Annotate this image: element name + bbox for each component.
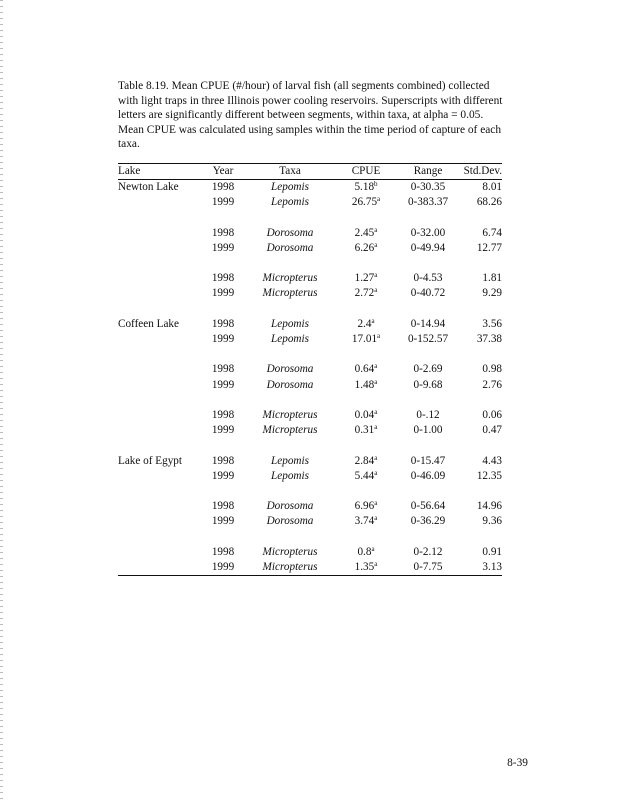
cell-lake-value: Lake of Egypt: [118, 454, 182, 467]
cell-taxa: [242, 423, 338, 438]
significance-superscript: a: [371, 316, 375, 325]
cell-cpue-value: 5.18: [354, 181, 375, 193]
table-header-row: [118, 164, 502, 180]
header-cpue: CPUE: [338, 164, 394, 180]
cell-std-dev: [462, 226, 502, 241]
cell-range-value: 0-2.12: [413, 545, 443, 558]
cell-std-dev: [462, 454, 502, 469]
cell-year: [204, 469, 242, 484]
significance-superscript: a: [374, 271, 378, 280]
cell-year: [204, 545, 242, 560]
significance-superscript: a: [374, 286, 378, 295]
cell-range-value: 0-49.94: [410, 241, 446, 254]
cell-cpue: [338, 226, 394, 241]
cell-year: [204, 408, 242, 423]
cell-std-dev-value: 12.35: [476, 469, 502, 482]
cell-cpue: [338, 545, 394, 560]
cell-year-value: 1999: [211, 560, 235, 573]
cell-std-dev: [462, 332, 502, 347]
cell-std-dev-value: 68.26: [476, 196, 502, 209]
cell-cpue: [338, 514, 394, 529]
cell-year-value: 1998: [211, 545, 235, 558]
cell-taxa: [242, 332, 338, 347]
cell-range-value: 0-1.00: [413, 424, 443, 437]
significance-superscript: a: [374, 377, 378, 386]
cell-std-dev-value: 37.38: [476, 332, 502, 345]
cell-taxa: [242, 286, 338, 301]
cell-year-value: 1998: [211, 272, 235, 285]
cell-std-dev: [462, 241, 502, 256]
table-row: [118, 362, 502, 377]
significance-superscript: a: [374, 225, 378, 234]
cell-taxa-value: Dorosoma: [266, 241, 314, 254]
cell-cpue: [338, 469, 394, 484]
cell-range: [394, 560, 462, 576]
table-caption: Table 8.19. Mean CPUE (#/hour) of larval fish (all segments combined) collected with light traps in three Illinois power cooling reservoirs. Superscripts with different letters are significantly different between segments, within taxa, at alpha = 0.05. Mean CPUE was calculated using samples within the time period of capture of each taxa.: [118, 80, 503, 151]
table-row: [118, 545, 502, 560]
cell-year: [204, 286, 242, 301]
cell-std-dev: [462, 286, 502, 301]
cell-taxa: [242, 408, 338, 423]
cell-range: [394, 317, 462, 332]
table-body: [118, 180, 502, 576]
cell-range-value: 0-4.53: [413, 272, 443, 285]
significance-superscript: b: [374, 180, 378, 188]
cell-lake: [118, 271, 204, 286]
spacer-row: [118, 347, 502, 362]
cell-range-value: 0-14.94: [410, 317, 446, 330]
cell-year: [204, 362, 242, 377]
cell-cpue-value: 26.75: [351, 196, 378, 209]
spacer-row: [118, 302, 502, 317]
cell-lake: [118, 362, 204, 377]
cell-taxa-value: Lepomis: [271, 317, 309, 330]
cell-year-value: 1999: [211, 287, 235, 300]
cell-year-value: 1999: [211, 469, 235, 482]
significance-superscript: a: [377, 331, 381, 340]
header-std-dev: Std.Dev.: [462, 164, 502, 180]
cell-year-value: 1998: [211, 226, 235, 239]
cell-taxa: [242, 545, 338, 560]
cell-std-dev: [462, 545, 502, 560]
cell-taxa-value: Lepomis: [271, 196, 309, 209]
cell-cpue: [338, 241, 394, 256]
cell-year-value: 1998: [211, 500, 235, 513]
cell-std-dev: [462, 423, 502, 438]
cell-cpue: [338, 499, 394, 514]
cell-range-value: 0-152.57: [407, 332, 449, 345]
table-row: [118, 271, 502, 286]
cell-taxa-value: Lepomis: [271, 332, 309, 345]
cell-taxa: [242, 180, 338, 196]
table-row: [118, 180, 502, 196]
cell-year-value: 1999: [211, 241, 235, 254]
cell-std-dev-value: 1.81: [482, 272, 502, 285]
cell-taxa: [242, 454, 338, 469]
cpue-table: [118, 163, 502, 576]
cell-taxa: [242, 271, 338, 286]
cell-range: [394, 423, 462, 438]
cell-range-value: 0-2.69: [413, 363, 443, 376]
cell-std-dev: [462, 408, 502, 423]
cell-taxa-value: Micropterus: [262, 287, 318, 300]
cell-std-dev-value: 8.01: [482, 181, 502, 193]
cell-range-value: 0-7.75: [413, 560, 443, 573]
cell-lake: [118, 469, 204, 484]
cell-std-dev: [462, 499, 502, 514]
cell-taxa-value: Dorosoma: [266, 363, 314, 376]
cell-lake: [118, 317, 204, 332]
table-row: [118, 423, 502, 438]
cell-taxa: [242, 514, 338, 529]
cell-cpue: [338, 195, 394, 210]
cell-range-value: 0-15.47: [410, 454, 446, 467]
binding-edge-dots: [0, 0, 3, 800]
cell-taxa-value: Dorosoma: [266, 515, 314, 528]
significance-superscript: a: [377, 195, 381, 204]
spacer-row: [118, 438, 502, 453]
cell-cpue-value: 0.31: [354, 424, 375, 437]
table-row: [118, 514, 502, 529]
cell-year: [204, 271, 242, 286]
cell-lake-value: Newton Lake: [118, 181, 179, 193]
cell-year-value: 1999: [211, 424, 235, 437]
cell-cpue-value: 2.4: [357, 317, 372, 330]
cell-lake: [118, 423, 204, 438]
table-row: [118, 317, 502, 332]
cell-cpue: [338, 180, 394, 196]
cell-std-dev-value: 0.91: [482, 545, 502, 558]
significance-superscript: a: [374, 499, 378, 508]
cell-std-dev: [462, 362, 502, 377]
cell-taxa-value: Micropterus: [262, 424, 318, 437]
cell-cpue: [338, 317, 394, 332]
table-row: [118, 408, 502, 423]
cell-range: [394, 514, 462, 529]
cell-year: [204, 226, 242, 241]
cell-std-dev-value: 3.13: [482, 560, 502, 573]
cell-range: [394, 454, 462, 469]
page-number: 8-39: [507, 757, 528, 769]
cell-cpue: [338, 560, 394, 576]
cell-lake: [118, 499, 204, 514]
cell-cpue: [338, 362, 394, 377]
cell-lake: [118, 560, 204, 576]
cell-cpue-value: 3.74: [354, 515, 375, 528]
cell-year: [204, 180, 242, 196]
cell-cpue-value: 0.64: [354, 363, 375, 376]
cell-year-value: 1998: [211, 181, 235, 193]
cell-range: [394, 271, 462, 286]
cell-lake: [118, 378, 204, 393]
cell-range: [394, 408, 462, 423]
cell-range: [394, 195, 462, 210]
cell-range: [394, 499, 462, 514]
cell-cpue: [338, 423, 394, 438]
cell-std-dev: [462, 180, 502, 196]
cell-taxa-value: Dorosoma: [266, 378, 314, 391]
cell-cpue-value: 1.27: [354, 272, 375, 285]
cell-cpue-value: 6.96: [354, 500, 375, 513]
cell-lake: [118, 195, 204, 210]
spacer-row: [118, 484, 502, 499]
cell-taxa: [242, 499, 338, 514]
cell-taxa: [242, 469, 338, 484]
cell-lake: [118, 514, 204, 529]
cell-range-value: 0-32.00: [410, 226, 446, 239]
cell-std-dev-value: 4.43: [482, 454, 502, 467]
cell-std-dev-value: 0.47: [482, 424, 502, 437]
table-row: [118, 454, 502, 469]
cell-range: [394, 286, 462, 301]
cell-year: [204, 499, 242, 514]
cell-lake: [118, 286, 204, 301]
spacer-row: [118, 256, 502, 271]
cell-range: [394, 469, 462, 484]
cell-lake-value: Coffeen Lake: [118, 317, 179, 330]
cell-year: [204, 423, 242, 438]
cell-taxa: [242, 195, 338, 210]
cell-cpue-value: 0.04: [354, 408, 375, 421]
cell-std-dev: [462, 560, 502, 576]
cell-range-value: 0-383.37: [407, 196, 449, 209]
table-row: [118, 241, 502, 256]
table-row: [118, 560, 502, 576]
cell-std-dev-value: 12.77: [476, 241, 502, 254]
cell-cpue: [338, 332, 394, 347]
cell-range: [394, 545, 462, 560]
significance-superscript: a: [374, 407, 378, 416]
cell-std-dev-value: 2.76: [482, 378, 502, 391]
significance-superscript: a: [374, 453, 378, 462]
cell-cpue: [338, 408, 394, 423]
cell-cpue: [338, 271, 394, 286]
table-row: [118, 226, 502, 241]
cell-std-dev-value: 0.98: [482, 363, 502, 376]
cell-cpue-value: 6.26: [354, 241, 375, 254]
cell-std-dev: [462, 378, 502, 393]
significance-superscript: a: [374, 362, 378, 371]
cell-year: [204, 332, 242, 347]
cell-std-dev-value: 9.29: [482, 287, 502, 300]
cell-taxa-value: Micropterus: [262, 545, 318, 558]
header-lake: Lake: [118, 164, 204, 180]
cell-lake: [118, 408, 204, 423]
cell-range-value: 0-56.64: [410, 500, 446, 513]
table-row: [118, 499, 502, 514]
cell-range: [394, 362, 462, 377]
cell-taxa-value: Dorosoma: [266, 226, 314, 239]
cell-year: [204, 195, 242, 210]
cell-std-dev-value: 14.96: [476, 500, 502, 513]
cell-taxa: [242, 317, 338, 332]
significance-superscript: a: [374, 468, 378, 477]
cell-year-value: 1999: [211, 332, 235, 345]
cell-year: [204, 560, 242, 576]
cell-taxa: [242, 362, 338, 377]
cell-year-value: 1999: [211, 378, 235, 391]
cell-year-value: 1998: [211, 317, 235, 330]
cell-range: [394, 332, 462, 347]
cell-cpue-value: 5.44: [354, 469, 375, 482]
significance-superscript: a: [374, 240, 378, 249]
cell-cpue-value: 1.35: [354, 560, 375, 573]
cell-taxa-value: Micropterus: [262, 408, 318, 421]
cell-std-dev: [462, 469, 502, 484]
cell-cpue-value: 2.84: [354, 454, 375, 467]
cell-year: [204, 241, 242, 256]
cell-range: [394, 241, 462, 256]
cell-lake: [118, 332, 204, 347]
cell-cpue-value: 17.01: [351, 332, 378, 345]
header-range: Range: [394, 164, 462, 180]
spacer-row: [118, 210, 502, 225]
cell-taxa: [242, 241, 338, 256]
cell-taxa-value: Lepomis: [271, 454, 309, 467]
cell-year-value: 1998: [211, 454, 235, 467]
cell-std-dev: [462, 317, 502, 332]
cell-std-dev-value: 3.56: [482, 317, 502, 330]
cell-cpue-value: 2.72: [354, 287, 375, 300]
significance-superscript: a: [374, 559, 378, 568]
cell-year-value: 1999: [211, 196, 235, 209]
cell-lake: [118, 180, 204, 196]
cell-range: [394, 180, 462, 196]
cell-std-dev: [462, 195, 502, 210]
cell-cpue-value: 2.45: [354, 226, 375, 239]
table-row: [118, 332, 502, 347]
cell-range-value: 0-40.72: [410, 287, 446, 300]
cell-range-value: 0-9.68: [413, 378, 443, 391]
significance-superscript: a: [374, 514, 378, 523]
cell-range: [394, 226, 462, 241]
cell-range-value: 0-36.29: [410, 515, 446, 528]
header-taxa: Taxa: [242, 164, 338, 180]
cell-taxa: [242, 378, 338, 393]
significance-superscript: a: [371, 544, 375, 553]
header-year: Year: [204, 164, 242, 180]
cell-lake: [118, 545, 204, 560]
cell-std-dev-value: 0.06: [482, 408, 502, 421]
cell-cpue: [338, 286, 394, 301]
table-row: [118, 286, 502, 301]
cell-range: [394, 378, 462, 393]
cell-cpue-value: 1.48: [354, 378, 375, 391]
spacer-row: [118, 530, 502, 545]
cell-std-dev: [462, 514, 502, 529]
cell-year: [204, 378, 242, 393]
cell-taxa-value: Lepomis: [271, 469, 309, 482]
cell-year: [204, 317, 242, 332]
cell-lake: [118, 454, 204, 469]
table-row: [118, 378, 502, 393]
cell-year-value: 1999: [211, 515, 235, 528]
cell-taxa-value: Lepomis: [271, 181, 309, 193]
cell-range-value: 0-.12: [416, 408, 440, 421]
cell-taxa-value: Micropterus: [262, 272, 318, 285]
spacer-row: [118, 393, 502, 408]
cell-year: [204, 454, 242, 469]
table-row: [118, 195, 502, 210]
cell-taxa: [242, 226, 338, 241]
cell-range-value: 0-30.35: [410, 181, 446, 193]
cell-year-value: 1998: [211, 363, 235, 376]
significance-superscript: a: [374, 423, 378, 432]
cell-std-dev-value: 6.74: [482, 226, 502, 239]
cell-cpue-value: 0.8: [357, 545, 372, 558]
cell-cpue: [338, 378, 394, 393]
cell-lake: [118, 226, 204, 241]
cell-year-value: 1998: [211, 408, 235, 421]
cell-taxa-value: Dorosoma: [266, 500, 314, 513]
cell-cpue: [338, 454, 394, 469]
cell-std-dev-value: 9.36: [482, 515, 502, 528]
cell-taxa: [242, 560, 338, 576]
cell-std-dev: [462, 271, 502, 286]
cell-range-value: 0-46.09: [410, 469, 446, 482]
table-row: [118, 469, 502, 484]
cell-taxa-value: Micropterus: [262, 560, 318, 573]
cell-lake: [118, 241, 204, 256]
cell-year: [204, 514, 242, 529]
